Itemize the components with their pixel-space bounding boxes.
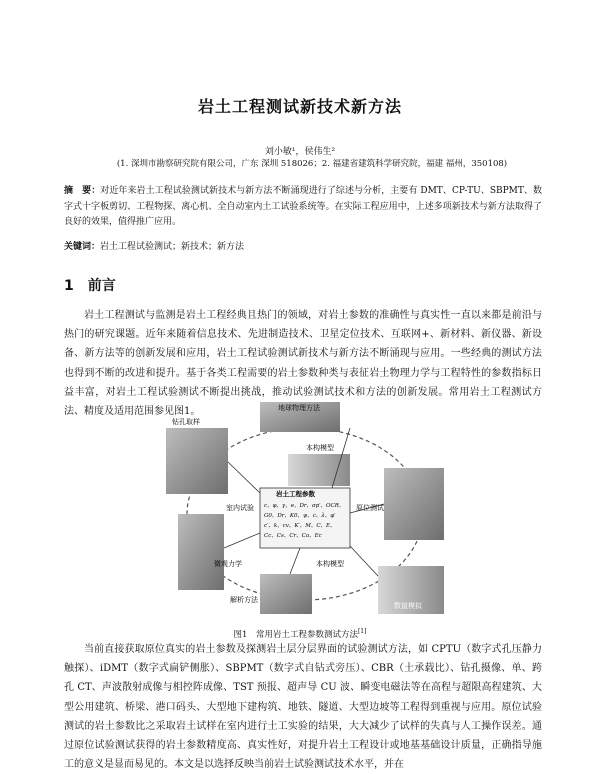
section-title: 前言 <box>87 278 116 294</box>
label-analytical: 解析方法 <box>230 596 258 604</box>
section-heading <box>64 275 116 295</box>
label-numerical: 数值模拟 <box>394 602 422 610</box>
label-lab: 室内试验 <box>226 504 254 512</box>
caption-ref: [1] <box>357 628 367 636</box>
section-number: 1 <box>64 278 74 294</box>
label-drilling: 钻孔取样 <box>172 418 200 426</box>
insitu-photo <box>384 468 444 540</box>
abstract-label: 摘 要： <box>64 186 101 196</box>
label-insitu: 原位测试 <box>356 504 384 512</box>
intro-paragraph: 岩土工程测试与监测是岩土工程经典且热门的领域，对岩土参数的准确性与真实性一直以来都是前沿与热门的研究课题。近年来随着信息技术、先进制造技术、卫星定位技术、互联网+、新材料、新仪器、新设备、新方法等的创新发展和应用，岩土工程试验测试新技术与新方法不断涌现与应用。一些经典的测试方法也得到不断的改进和提升。基于各类工程需要的岩土参数种类与表征岩土物理力学与工程特性的参数指标日益丰富，对岩土工程试验测试不断提出挑战，推动试验测试技术和方法的创新发展。常用岩土工程测试方法、精度及适用范围参见图1。 <box>64 310 542 418</box>
label-geophysics: 地球物理方法 <box>278 404 320 412</box>
param-line-4: Cc、Cs、Cr、Ca、Ec <box>264 533 322 539</box>
keywords <box>64 240 542 254</box>
abstract-text: 对近年来岩土工程试验测试新技术与新方法不断涌现进行了综述与分析，主要有 DMT、CP-TU、SBPMT、数字式十字板剪切、工程物探、离心机、全自动室内土工试验系统等。在实际工程应用中，上述多项新技术与新方法取得了良好的效果，值得推广应用。 <box>64 186 542 227</box>
figure-diagram <box>160 398 450 620</box>
abstract <box>64 184 542 231</box>
lab-photo <box>178 514 224 590</box>
label-constitutive: 本构模型 <box>306 444 334 452</box>
label-micro: 微观力学 <box>214 560 242 568</box>
paper-title: 岩土工程测试新技术新方法 <box>197 97 402 116</box>
label-parameters: 岩土工程参数 <box>276 490 315 498</box>
label-constitutive-2: 本构模型 <box>316 560 344 568</box>
keywords-label: 关键词： <box>64 242 101 252</box>
keywords-text: 岩土工程试验测试；新技术；新方法 <box>100 242 245 252</box>
paper-authors: 刘小敏¹，侯伟生² <box>264 147 336 157</box>
analytical-photo <box>260 574 312 614</box>
author-affiliations: (1. 深圳市勘察研究院有限公司，广东 深圳 518026；2. 福建省建筑科学研究院，福建 福州，350108) <box>116 159 508 169</box>
param-line-2: G0、Dr、K0、ψ、c、λ、φ′ <box>264 513 336 519</box>
param-line-1: c、φ、γ、e、Dr、σp′、OCR、 <box>264 503 345 509</box>
figure-caption <box>0 628 600 640</box>
caption-text: 图1 常用岩土工程参数测试方法 <box>233 630 358 640</box>
body-paragraph: 当前直接获取原位真实的岩土参数及探测岩土层分层界面的试验测试方法，如 CPTU（数字式孔压静力触探）、iDMT（数字式扁铲侧胀）、SBPMT（数字式自钻式旁压）、CBR（土承载比）、钻孔摄像、单、跨孔 CT、声波散射成像与相控阵成像、TST 预报、超声导 CU 波、瞬变电磁法等在高程与超限高程建筑、大型公用建筑、桥梁、港口码头、大型地下建构筑、地铁、隧道、大型边坡等工程得到重视与应用。原位试验测试的岩土参数比之采取岩土试样在室内进行土工实验的结果，大大减少了试样的失真与人工操作误差。通过原位试验测试获得的岩土参数精度高、真实性好，对提升岩土工程设计或地基基础设计质量，正确指导施工的意义是显而易见的。本文是以选择反映当前岩土试验测试技术水平，并在 <box>64 644 542 771</box>
drilling-photo <box>166 428 228 494</box>
param-line-3: c′、k、cv、K′、M、C、E、 <box>264 523 336 529</box>
figure-1 <box>160 398 450 620</box>
